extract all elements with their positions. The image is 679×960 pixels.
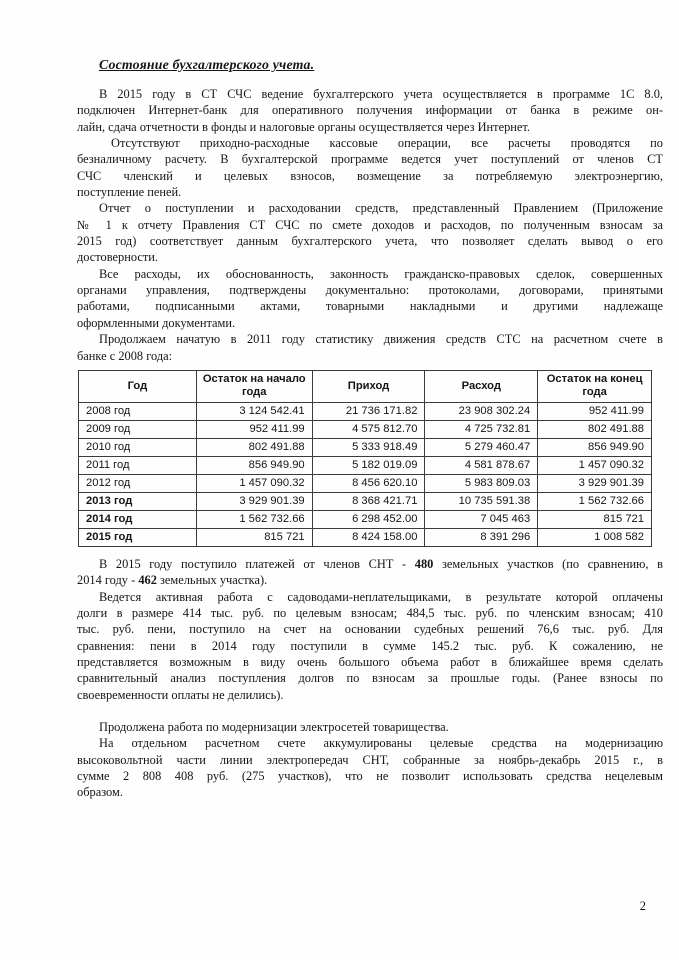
value-cell: 1 562 732.66	[538, 492, 652, 510]
value-cell: 3 929 901.39	[196, 492, 312, 510]
value-cell: 3 929 901.39	[538, 474, 652, 492]
paragraph	[77, 556, 663, 589]
text-line: работами, подписанными актами, товарными накладными и другими надлежаще	[77, 299, 663, 314]
value-cell: 4 581 878.67	[425, 456, 538, 474]
paragraph	[77, 200, 663, 265]
value-cell: 802 491.88	[538, 420, 652, 438]
text-line: Продолжена работа по модернизации электросетей товарищества.	[99, 719, 449, 734]
value-cell: 1 457 090.32	[538, 456, 652, 474]
text-line: № 1 к отчету Правления СТ СЧС по смете доходов и расходов, по полученным взносам за	[77, 217, 663, 232]
value-cell: 856 949.90	[196, 456, 312, 474]
paragraph	[77, 266, 663, 331]
value-cell: 952 411.99	[538, 402, 652, 420]
text-line: СЧС членский и целевых взносов, возмещение за потребляемую электроэнергию,	[77, 168, 663, 183]
value-cell: 1 457 090.32	[196, 474, 312, 492]
value-cell: 5 182 019.09	[312, 456, 425, 474]
document-body	[77, 57, 663, 801]
text-line: В 2015 году в СТ СЧС ведение бухгалтерского учета осуществляется в программе 1С 8.0,	[99, 87, 663, 101]
year-cell: 2015 год	[79, 528, 197, 546]
text-line: Отсутствуют приходно-расходные кассовые операции, все расчеты проводятся по	[111, 136, 663, 151]
value-cell: 5 279 460.47	[425, 438, 538, 456]
value-cell: 10 735 591.38	[425, 492, 538, 510]
text-line: Продолжаем начатую в 2011 году статистику движения средств СТС на расчетном счете в	[99, 332, 663, 347]
value-cell: 8 368 421.71	[312, 492, 425, 510]
text-line: Отчет о поступлении и расходовании средств, представленный Правлением (Приложение	[99, 201, 663, 216]
table-row	[79, 492, 652, 510]
value-cell: 8 424 158.00	[312, 528, 425, 546]
section-heading: Состояние бухгалтерского учета.	[99, 57, 315, 72]
value-cell: 1 562 732.66	[196, 510, 312, 528]
table-header-row	[79, 370, 652, 402]
table-header-cell: Остаток на начало года	[196, 370, 312, 402]
text-line: органами управления, подтверждены документально: протоколами, договорами, принятыми	[77, 283, 663, 298]
table-row	[79, 420, 652, 438]
table-row	[79, 456, 652, 474]
table-header-cell: Расход	[425, 370, 538, 402]
value-cell: 815 721	[196, 528, 312, 546]
year-cell: 2009 год	[79, 420, 197, 438]
text-line: На отдельном расчетном счете аккумулированы целевые средства на модернизацию	[99, 736, 663, 751]
text-line: Все расходы, их обоснованность, законность гражданско-правовых сделок, совершенных	[99, 266, 663, 281]
value-cell: 5 333 918.49	[312, 438, 425, 456]
text-line: представляется возможным в виду очень большого объема работ в ближайшее время сделать	[77, 654, 663, 669]
text-line: Ведется активная работа с садоводами-неплательщиками, в результате которой оплачены	[99, 589, 663, 604]
year-cell: 2008 год	[79, 402, 197, 420]
table-header-cell: Приход	[312, 370, 425, 402]
table-row	[79, 474, 652, 492]
value-cell: 802 491.88	[196, 438, 312, 456]
text-line: лайн, сдача отчетности в фонды и налоговые органы осуществляется через Интернет.	[77, 119, 530, 134]
text-line: В 2015 году поступило платежей от членов СНТ - 480 земельных участков (по сравнению, в	[99, 556, 663, 571]
table-row	[79, 510, 652, 528]
value-cell: 23 908 302.24	[425, 402, 538, 420]
text-line: 2015 год) соответствует данным бухгалтерского учета, что позволяет сделать вывод о его	[77, 234, 663, 249]
text-line: тыс. руб. пени, поступило на счет на основании судебных решений 76,6 тыс. руб. Для	[77, 622, 663, 637]
value-cell: 4 725 732.81	[425, 420, 538, 438]
value-cell: 8 456 620.10	[312, 474, 425, 492]
funds-statistics-table-wrap	[78, 370, 663, 547]
paragraph	[77, 719, 663, 735]
page-number: 2	[639, 899, 646, 913]
text-line: сумме 2 808 408 руб. (275 участков), что не позволит использовать средства нецелевым	[77, 768, 663, 783]
funds-statistics-table	[78, 370, 652, 547]
text-line: сравнительный анализ поступления долгов по взносам за прошлые годы. (Ранее взносы по	[77, 671, 663, 686]
text-line: своевременности оплаты не делились).	[77, 687, 284, 702]
paragraph	[77, 589, 663, 703]
paragraph	[77, 331, 663, 364]
value-cell: 856 949.90	[538, 438, 652, 456]
text-line: банке с 2008 года:	[77, 348, 173, 363]
table-row	[79, 528, 652, 546]
table-row	[79, 438, 652, 456]
blocks-container	[77, 86, 663, 801]
text-line: сравнения: пени в 2014 году поступили в сумме 145.2 тыс. руб. К сожалению, не	[77, 638, 663, 653]
value-cell: 5 983 809.03	[425, 474, 538, 492]
value-cell: 21 736 171.82	[312, 402, 425, 420]
year-cell: 2013 год	[79, 492, 197, 510]
year-cell: 2012 год	[79, 474, 197, 492]
year-cell: 2014 год	[79, 510, 197, 528]
value-cell: 4 575 812.70	[312, 420, 425, 438]
value-cell: 3 124 542.41	[196, 402, 312, 420]
text-line: образом.	[77, 785, 123, 800]
text-line: безналичному расчету. В бухгалтерской программе ведется учет поступлений от членов СТ	[77, 152, 663, 167]
text-line: достоверности.	[77, 250, 159, 265]
text-line: 2014 году - 462 земельных участка).	[77, 573, 268, 588]
text-line: поступление пеней.	[77, 185, 182, 200]
value-cell: 8 391 296	[425, 528, 538, 546]
table-header-cell: Год	[79, 370, 197, 402]
text-line: подключен Интернет-банк для оперативного получения информации от банка в режиме он-	[77, 103, 663, 118]
year-cell: 2010 год	[79, 438, 197, 456]
table-header-cell: Остаток на конец года	[538, 370, 652, 402]
value-cell: 815 721	[538, 510, 652, 528]
value-cell: 7 045 463	[425, 510, 538, 528]
value-cell: 1 008 582	[538, 528, 652, 546]
paragraph	[77, 135, 663, 200]
text-line: долги в размере 414 тыс. руб. по целевым взносам; 484,5 тыс. руб. по членским взносам; 410	[77, 605, 663, 620]
paragraph	[77, 86, 663, 135]
table-row	[79, 402, 652, 420]
value-cell: 6 298 452.00	[312, 510, 425, 528]
value-cell: 952 411.99	[196, 420, 312, 438]
text-line: оформленными документами.	[77, 315, 236, 330]
paragraph	[77, 735, 663, 800]
text-line: высоковольтной части линии электропередач СНТ, собранные за ноябрь-декабрь 2015 г., в	[77, 752, 663, 767]
year-cell: 2011 год	[79, 456, 197, 474]
